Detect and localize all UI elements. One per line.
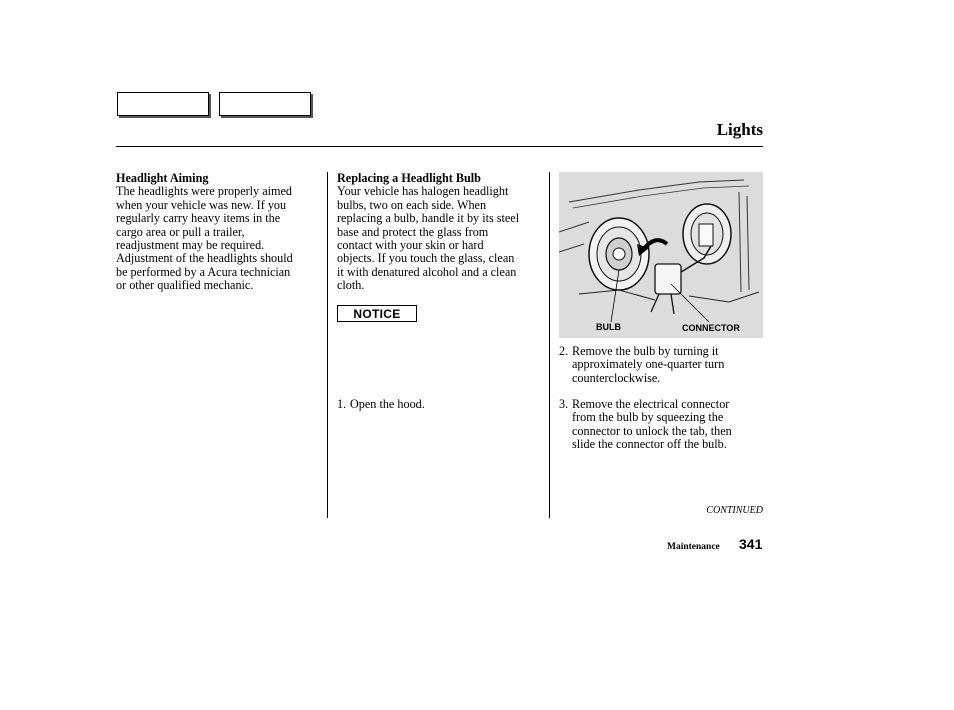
column-divider-1 [327, 172, 328, 518]
continued-label: CONTINUED [706, 505, 763, 516]
footer-section-name: Maintenance [667, 542, 720, 552]
step-text [572, 398, 732, 452]
page-title: Lights [716, 120, 763, 139]
text-line: connector to unlock the tab, then [572, 423, 732, 438]
text-line: when your vehicle was new. If you [116, 197, 287, 212]
text-line: The headlights were properly aimed [116, 184, 292, 199]
page-number: 341 [739, 536, 763, 552]
headlight-bulb-figure [559, 172, 763, 338]
column-divider-2 [549, 172, 550, 518]
title-divider [116, 146, 763, 147]
nav-tab-2[interactable] [219, 92, 311, 116]
nav-tab-1[interactable] [117, 92, 209, 116]
text-line: contact with your skin or hard [337, 238, 484, 253]
text-line: or other qualified mechanic. [116, 278, 254, 293]
text-line: readjustment may be required. [116, 238, 265, 253]
notice-label: NOTICE [353, 306, 401, 321]
step-text: Open the hood. [350, 397, 425, 411]
replacing-bulb-text [337, 185, 542, 292]
text-line: regularly carry heavy items in the [116, 211, 281, 226]
text-line: base and protect the glass from [337, 224, 489, 239]
left-column [116, 172, 321, 293]
text-line: approximately one-quarter turn [572, 357, 725, 372]
text-line: bulbs, two on each side. When [337, 197, 487, 212]
text-line: Adjustment of the headlights should [116, 251, 293, 266]
step-number: 3. [559, 397, 569, 411]
text-line: Your vehicle has halogen headlight [337, 184, 509, 199]
middle-column [337, 172, 542, 293]
text-line: be performed by a Acura technician [116, 264, 291, 279]
bulb-label: BULB [596, 322, 621, 332]
text-line: from the bulb by squeezing the [572, 410, 724, 425]
text-line: counterclockwise. [572, 370, 661, 385]
step-text [572, 345, 724, 385]
connector-label: CONNECTOR [682, 323, 740, 333]
text-line: Remove the electrical connector [572, 397, 730, 411]
text-line: replacing a bulb, handle it by its steel [337, 211, 520, 226]
text-line: it with denatured alcohol and a clean [337, 264, 517, 279]
headlight-aiming-heading: Headlight Aiming [116, 171, 209, 185]
notice-badge [337, 305, 417, 322]
headlight-illustration [559, 172, 763, 338]
text-line: slide the connector off the bulb. [572, 437, 727, 452]
text-line: objects. If you touch the glass, clean [337, 251, 515, 266]
text-line: cargo area or pull a trailer, [116, 224, 245, 239]
replacing-bulb-heading: Replacing a Headlight Bulb [337, 171, 481, 185]
step-number: 2. [559, 344, 569, 358]
step-number: 1. [337, 397, 347, 411]
headlight-aiming-text [116, 185, 321, 292]
text-line: cloth. [337, 278, 365, 293]
text-line: Remove the bulb by turning it [572, 344, 719, 358]
